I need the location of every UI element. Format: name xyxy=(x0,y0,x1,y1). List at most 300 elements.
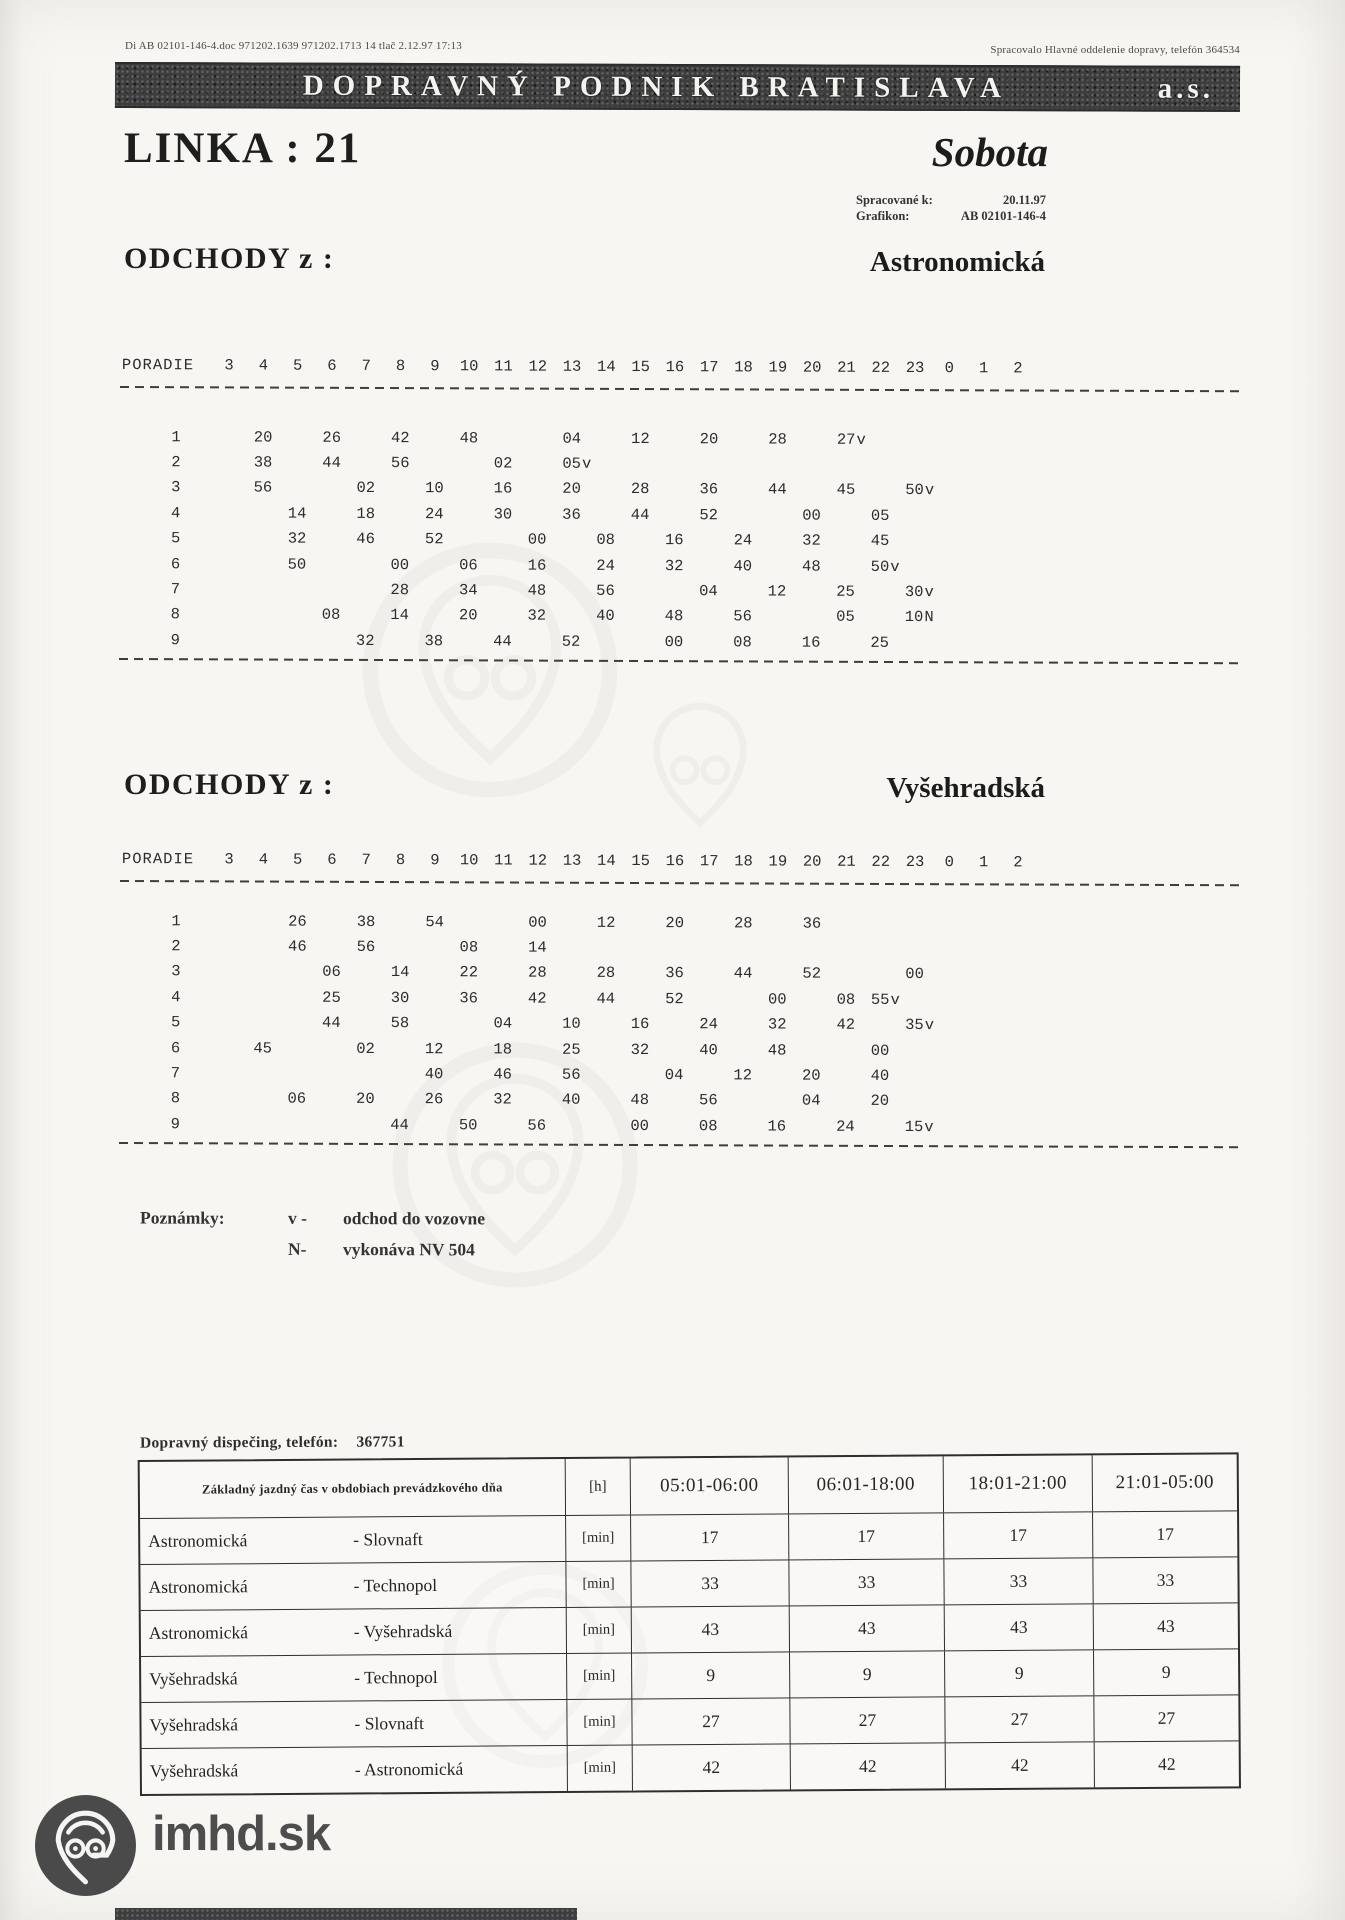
poradie-number: 5 xyxy=(170,1013,181,1032)
hour-column-header: 14 xyxy=(597,357,616,376)
departure-cell xyxy=(863,507,897,525)
departure-minutes: 32 xyxy=(802,531,821,550)
travel-table-header-row xyxy=(140,1454,1237,1518)
departure-minutes: 48 xyxy=(527,581,547,600)
departure-minutes: 14 xyxy=(390,606,409,625)
travel-table-row xyxy=(140,1556,1237,1610)
hour-column-header: 22 xyxy=(871,852,891,871)
period-header: 18:01-21:00 xyxy=(943,1455,1092,1512)
departure-minutes: 12 xyxy=(631,429,650,448)
departure-minutes: 52 xyxy=(802,965,822,984)
departure-cell xyxy=(725,633,759,651)
departure-cell xyxy=(828,1118,862,1136)
processed-label: Spracované k: xyxy=(856,193,933,207)
departure-cell xyxy=(863,990,900,1009)
departure-minutes: 18 xyxy=(356,504,376,523)
hour-column-header: 19 xyxy=(768,358,788,377)
route-cell xyxy=(141,1700,566,1748)
poradie-number: 6 xyxy=(170,1038,181,1057)
departure-cell xyxy=(554,1091,588,1109)
departure-cell xyxy=(451,607,485,625)
departure-cell xyxy=(383,429,417,447)
departure-cell xyxy=(383,963,417,981)
imhd-logo-text: imhd.sk xyxy=(152,1807,331,1861)
departure-minutes: 28 xyxy=(527,964,547,983)
departure-cell xyxy=(657,990,691,1008)
route-cell xyxy=(142,1746,567,1794)
route-cell xyxy=(140,1516,565,1564)
departure-minutes: 15 xyxy=(904,1117,924,1136)
departure-cell xyxy=(828,608,862,626)
departure-cell xyxy=(383,989,417,1007)
travel-minutes-cell: 9 xyxy=(1093,1649,1238,1695)
departure-cell xyxy=(349,479,383,497)
departure-cell xyxy=(554,1066,588,1084)
hour-column-header: 9 xyxy=(430,357,440,376)
company-suffix: a.s. xyxy=(1157,72,1215,105)
departure-cell xyxy=(726,557,760,575)
departure-minutes: 20 xyxy=(699,429,719,448)
departure-cell xyxy=(657,607,691,625)
hour-column-header: 12 xyxy=(528,851,548,870)
departure-minutes: 44 xyxy=(322,453,341,472)
departure-minutes: 10 xyxy=(904,608,924,627)
timetable-body xyxy=(119,908,1242,1141)
departure-minutes: 40 xyxy=(561,1091,581,1110)
travel-table-title: Základný jazdný čas v obdobiach prevádzkového dňa xyxy=(201,1479,503,1497)
departure-minutes: 05 xyxy=(870,506,890,525)
departure-minutes: 46 xyxy=(356,530,375,549)
poradie-number: 9 xyxy=(170,631,180,650)
departure-cell xyxy=(555,454,592,473)
dispatch-phone: 367751 xyxy=(356,1433,405,1451)
travel-minutes-cell: 43 xyxy=(944,1604,1093,1650)
departure-minutes: 26 xyxy=(288,912,307,931)
departure-minutes: 46 xyxy=(288,937,307,956)
departure-cell xyxy=(520,607,554,625)
departure-minutes: 20 xyxy=(356,1090,375,1109)
departure-cell xyxy=(691,582,725,600)
hour-column-header: 16 xyxy=(665,358,685,377)
departure-cell xyxy=(486,1040,520,1058)
departure-minutes: 12 xyxy=(767,582,787,601)
departure-cell xyxy=(452,964,486,982)
departure-minutes: 20 xyxy=(253,428,273,447)
travel-minutes-cell: 33 xyxy=(788,1559,943,1605)
hour-column-header: 7 xyxy=(361,356,371,375)
departure-cell xyxy=(691,1041,725,1059)
departure-minutes: 56 xyxy=(596,581,615,600)
hour-column-header: 22 xyxy=(871,358,891,377)
hour-column-header: 16 xyxy=(665,852,685,871)
departure-minutes: 32 xyxy=(287,529,307,548)
departure-minutes: 16 xyxy=(664,531,684,550)
departure-cell xyxy=(897,965,931,983)
departure-minutes: 20 xyxy=(665,913,685,932)
departure-minutes: 40 xyxy=(870,1066,890,1085)
notes-label-spacer xyxy=(140,1234,288,1265)
hour-column-header: 13 xyxy=(562,851,582,870)
travel-minutes-cell: 42 xyxy=(790,1743,945,1789)
departure-cell xyxy=(520,964,554,982)
travel-minutes-cell: 33 xyxy=(943,1558,1092,1604)
departure-cell xyxy=(657,557,691,575)
unit-cell: [min] xyxy=(566,1654,631,1699)
hour-column-header: 18 xyxy=(734,358,753,377)
route-from: Astronomická xyxy=(148,1530,248,1551)
departure-minutes: 48 xyxy=(459,428,479,448)
departure-minutes: 32 xyxy=(493,1090,512,1109)
departure-cell xyxy=(794,1067,828,1085)
departure-cell xyxy=(520,1116,554,1134)
departure-cell xyxy=(554,632,588,650)
departure-cell xyxy=(623,1041,657,1059)
unit-cell: [min] xyxy=(566,1608,631,1653)
departure-minutes: 48 xyxy=(802,557,821,576)
departure-cell xyxy=(623,480,657,498)
departure-minutes: 10 xyxy=(425,479,444,498)
departure-minutes: 48 xyxy=(767,1041,787,1060)
travel-minutes-cell: 33 xyxy=(630,1560,788,1606)
hour-column-header: 23 xyxy=(905,853,925,872)
hour-column-header: 6 xyxy=(327,356,337,375)
travel-minutes-cell: 42 xyxy=(945,1742,1094,1788)
timetable-vysehradska xyxy=(119,846,1242,1148)
departure-minutes: 30 xyxy=(493,505,513,524)
departure-cell xyxy=(520,913,554,931)
departure-cell xyxy=(280,530,314,548)
notes-label: Poznámky: xyxy=(140,1207,225,1228)
departure-cell xyxy=(794,633,828,651)
departure-minutes: 08 xyxy=(836,990,856,1009)
departure-cell xyxy=(314,454,348,472)
departure-minutes: 28 xyxy=(733,914,753,933)
departure-cell xyxy=(314,989,348,1007)
departure-cell xyxy=(520,582,554,600)
departure-minutes: 16 xyxy=(493,479,513,498)
departure-minutes: 36 xyxy=(459,989,478,1008)
departure-cell xyxy=(246,479,280,497)
timetable-row xyxy=(119,627,1241,657)
travel-table-row xyxy=(141,1648,1238,1702)
departure-cell xyxy=(417,480,451,498)
departure-cell xyxy=(760,1016,794,1034)
departure-cell xyxy=(382,606,416,624)
unit-header: [h] xyxy=(565,1459,630,1515)
departure-cell xyxy=(520,989,554,1007)
departure-minutes: 32 xyxy=(664,556,684,575)
departure-minutes: 44 xyxy=(493,632,512,651)
departure-cell xyxy=(589,990,623,1008)
departure-minutes: 22 xyxy=(459,963,479,982)
route-from: Vyšehradská xyxy=(149,1714,239,1735)
departure-minutes: 00 xyxy=(527,530,547,549)
departure-cell xyxy=(795,914,829,932)
hour-column-header: 6 xyxy=(327,850,337,869)
poradie-number: 2 xyxy=(171,453,181,472)
poradie-number: 4 xyxy=(171,504,181,523)
departure-cell xyxy=(897,1016,935,1035)
hour-column-header: 18 xyxy=(734,852,753,871)
departure-minutes: 26 xyxy=(322,428,342,447)
hour-column-header: 3 xyxy=(224,356,234,375)
departure-cell xyxy=(554,1040,588,1058)
departure-minutes: 40 xyxy=(596,607,615,626)
timetable-astronomicka xyxy=(119,352,1242,664)
hour-column-header: 17 xyxy=(699,852,719,871)
departure-minutes: 14 xyxy=(528,938,547,957)
print-file-info: Di AB 02101-146-4.doc 971202.1639 971202.1713 14 tlač 2.12.97 17:13 xyxy=(125,40,462,52)
departure-minutes: 16 xyxy=(801,633,821,652)
departure-cell xyxy=(452,938,486,956)
departure-cell xyxy=(863,532,897,550)
departure-minutes: 02 xyxy=(356,479,376,498)
departure-minutes: 05 xyxy=(562,454,582,473)
departure-minutes: 52 xyxy=(424,530,444,549)
departure-minutes: 42 xyxy=(390,428,410,447)
departure-minutes: 12 xyxy=(424,1039,444,1058)
imhd-logo-icon xyxy=(35,1795,136,1896)
terminus-astronomicka: Astronomická xyxy=(869,246,1045,278)
print-department-info: Spracovalo Hlavné oddelenie dopravy, telefón 364534 xyxy=(990,44,1240,56)
departure-cell xyxy=(760,1041,794,1059)
departure-cell xyxy=(280,938,314,956)
dashed-rule xyxy=(119,1142,1239,1148)
departure-minutes: 52 xyxy=(665,989,684,1009)
departure-minutes: 00 xyxy=(767,990,787,1009)
hour-column-header: 1 xyxy=(978,853,989,872)
departure-minutes: 44 xyxy=(596,989,616,1008)
travel-table-row xyxy=(141,1602,1238,1656)
departure-cell xyxy=(451,989,485,1007)
poradie-number: 3 xyxy=(171,962,181,981)
hour-column-header: 11 xyxy=(494,851,513,870)
grafikon-label: Grafikon: xyxy=(856,209,910,223)
departure-minutes: 25 xyxy=(870,633,890,652)
departure-suffix: N xyxy=(924,608,934,627)
departure-cell xyxy=(726,914,760,932)
departure-cell xyxy=(280,504,314,522)
departure-cell xyxy=(383,454,417,472)
next-page-banner-edge xyxy=(115,1908,577,1920)
hour-column-header: 8 xyxy=(395,851,406,870)
departure-minutes: 45 xyxy=(870,532,890,551)
dashed-rule xyxy=(119,658,1239,664)
departure-cell xyxy=(657,633,691,651)
departure-cell xyxy=(520,939,554,957)
departure-minutes: 20 xyxy=(562,480,581,499)
hour-column-header: 21 xyxy=(837,358,856,377)
departure-cell xyxy=(691,1117,725,1135)
route-from: Vyšehradská xyxy=(149,1760,239,1781)
departure-minutes: 50 xyxy=(287,555,307,574)
hour-column-header: 7 xyxy=(361,850,371,869)
departure-cell xyxy=(485,632,519,650)
departure-cell xyxy=(760,990,794,1008)
departure-minutes: 00 xyxy=(390,555,410,574)
timetable-row xyxy=(119,1111,1241,1141)
departure-minutes: 25 xyxy=(836,582,855,601)
timetable-body xyxy=(119,424,1242,657)
departure-minutes: 12 xyxy=(733,1066,753,1085)
poradie-number: 5 xyxy=(170,529,181,548)
departure-cell xyxy=(828,583,862,601)
departure-cell xyxy=(863,1067,897,1085)
unit-cell: [min] xyxy=(565,1562,630,1607)
departure-minutes: 40 xyxy=(733,556,753,576)
departure-minutes: 40 xyxy=(699,1040,718,1059)
departure-minutes: 08 xyxy=(321,606,341,625)
hour-column-header: 1 xyxy=(978,359,989,378)
hour-column-header: 8 xyxy=(395,357,406,376)
departure-minutes: 14 xyxy=(287,504,307,523)
departure-cell xyxy=(555,429,589,447)
departure-minutes: 48 xyxy=(630,1091,650,1110)
processed-value: 20.11.97 xyxy=(1002,193,1046,207)
departure-minutes: 04 xyxy=(699,582,718,601)
departure-minutes: 02 xyxy=(493,454,513,473)
departure-minutes: 34 xyxy=(458,581,478,600)
departure-minutes: 42 xyxy=(527,989,547,1008)
poradie-number: 2 xyxy=(171,937,181,956)
departure-cell xyxy=(520,556,554,574)
departure-suffix: v xyxy=(581,454,592,473)
departure-cell xyxy=(417,530,451,548)
travel-minutes-cell: 17 xyxy=(943,1512,1092,1558)
departure-cell xyxy=(348,1090,382,1108)
departure-minutes: 56 xyxy=(561,1065,581,1084)
dashed-rule xyxy=(120,880,1240,886)
departure-cell xyxy=(417,1065,451,1083)
departure-minutes: 56 xyxy=(527,1116,547,1135)
departure-cell xyxy=(829,991,863,1009)
departure-minutes: 02 xyxy=(356,1039,375,1058)
departure-minutes: 48 xyxy=(664,607,684,626)
departure-minutes: 24 xyxy=(424,505,444,524)
departure-cell xyxy=(829,481,863,499)
company-name: DOPRAVNÝ PODNIK BRATISLAVA xyxy=(302,69,1011,104)
route-to: - Slovnaft xyxy=(353,1529,423,1550)
departure-suffix: v xyxy=(856,430,866,449)
departure-minutes: 50 xyxy=(870,557,890,576)
departure-minutes: 00 xyxy=(870,1041,890,1060)
departure-minutes: 08 xyxy=(733,633,752,652)
departure-cell xyxy=(725,608,759,626)
departure-cell xyxy=(691,506,725,524)
departure-minutes: 00 xyxy=(528,913,547,932)
departure-cell xyxy=(863,1041,897,1059)
departure-cell xyxy=(760,582,794,600)
route-cell xyxy=(141,1654,566,1702)
departure-minutes: 16 xyxy=(630,1015,650,1034)
departure-cell xyxy=(485,1091,519,1109)
note-text: vykonáva NV 504 xyxy=(342,1239,475,1260)
departure-cell xyxy=(589,531,623,549)
travel-minutes-cell: 9 xyxy=(631,1652,789,1698)
departure-cell xyxy=(622,1117,656,1135)
departure-minutes: 08 xyxy=(459,938,479,957)
hour-column-header: 0 xyxy=(944,359,955,378)
route-from: Astronomická xyxy=(148,1622,249,1643)
departure-cell xyxy=(280,1090,314,1108)
poradie-number: 7 xyxy=(170,1064,181,1083)
hour-column-header: 5 xyxy=(292,850,303,869)
departure-minutes: 45 xyxy=(836,481,856,500)
departure-cell xyxy=(451,581,485,599)
departure-minutes: 46 xyxy=(493,1065,512,1084)
departure-cell xyxy=(417,632,451,650)
departure-suffix: v xyxy=(890,557,900,576)
departure-minutes: 42 xyxy=(836,1016,856,1035)
departure-cell xyxy=(554,1015,588,1033)
timetable-hour-header xyxy=(120,846,1242,876)
departure-cell xyxy=(897,1117,934,1136)
departure-cell xyxy=(863,557,900,576)
notes-block xyxy=(140,1203,485,1266)
departure-cell xyxy=(863,1092,897,1110)
departure-minutes: 52 xyxy=(561,632,581,651)
departure-minutes: 27 xyxy=(836,430,856,449)
departure-cell xyxy=(589,964,623,982)
departure-minutes: 20 xyxy=(458,606,478,625)
departure-cell xyxy=(383,1014,417,1032)
unit-cell: [min] xyxy=(566,1700,631,1745)
departure-minutes: 28 xyxy=(596,964,616,983)
departure-minutes: 04 xyxy=(562,429,582,448)
hour-column-header: 23 xyxy=(905,359,925,378)
departure-cell xyxy=(417,505,451,523)
note-text: odchod do vozovne xyxy=(343,1208,486,1229)
departure-minutes: 26 xyxy=(424,1090,444,1109)
departure-minutes: 06 xyxy=(459,555,478,575)
departure-minutes: 44 xyxy=(733,964,753,983)
departure-cell xyxy=(726,1066,760,1084)
departure-minutes: 44 xyxy=(768,480,787,500)
departure-minutes: 24 xyxy=(733,531,753,550)
hour-column-header: 9 xyxy=(430,851,440,870)
departure-minutes: 32 xyxy=(630,1040,650,1059)
departure-cell xyxy=(486,454,520,472)
travel-minutes-cell: 27 xyxy=(789,1697,944,1743)
departure-cell xyxy=(862,634,896,652)
departure-cell xyxy=(623,506,657,524)
departure-cell xyxy=(657,1066,691,1084)
departure-cell xyxy=(692,481,726,499)
departure-cell xyxy=(623,1091,657,1109)
departure-minutes: 04 xyxy=(493,1014,513,1033)
departure-cell xyxy=(795,965,829,983)
departure-cell xyxy=(246,454,280,472)
departure-cell xyxy=(451,556,485,574)
departure-cell xyxy=(246,428,280,446)
departure-cell xyxy=(383,556,417,574)
departure-minutes: 56 xyxy=(253,478,273,498)
hour-column-header: 21 xyxy=(837,852,856,871)
departure-minutes: 54 xyxy=(425,912,444,931)
hour-column-header: 15 xyxy=(631,851,650,871)
travel-minutes-cell: 17 xyxy=(630,1514,788,1560)
hour-column-header: 12 xyxy=(528,357,548,376)
departure-cell xyxy=(245,1039,279,1057)
hour-column-header: 10 xyxy=(459,357,479,376)
departure-minutes: 08 xyxy=(596,531,616,550)
route-cell xyxy=(141,1608,566,1656)
departure-minutes: 38 xyxy=(253,453,273,472)
departure-cell xyxy=(452,429,486,447)
departure-cell xyxy=(417,1040,451,1058)
departure-cell xyxy=(829,1016,863,1034)
travel-minutes-cell: 33 xyxy=(1092,1557,1237,1603)
